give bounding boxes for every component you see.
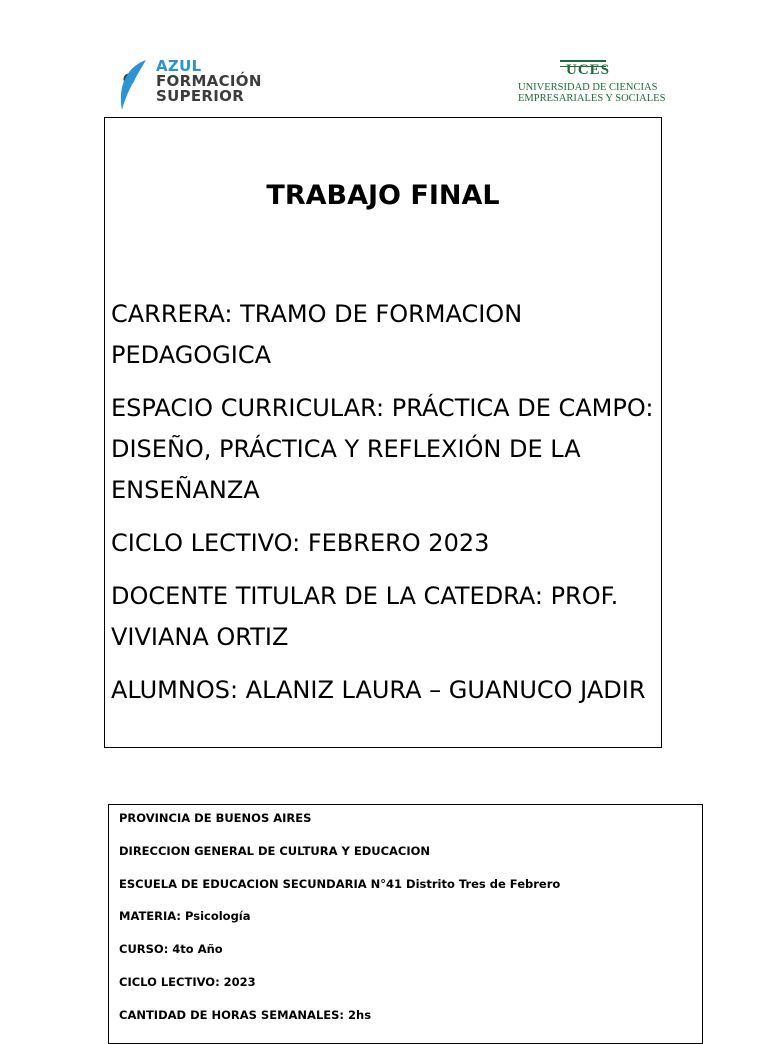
uces-logo bbox=[518, 60, 666, 106]
uces-line-1: UNIVERSIDAD DE CIENCIAS bbox=[518, 82, 658, 93]
cycle-line: CICLO LECTIVO: 2023 bbox=[119, 974, 256, 989]
teacher-line: DOCENTE TITULAR DE LA CATEDRA: PROF. VIVIANA ORTIZ bbox=[111, 582, 619, 651]
subject-line: MATERIA: Psicología bbox=[119, 909, 251, 924]
school-info-box bbox=[108, 804, 703, 1044]
school-year-line: CICLO LECTIVO: FEBRERO 2023 bbox=[111, 529, 490, 557]
school-line: ESCUELA DE EDUCACION SECUNDARIA N°41 Distrito Tres de Febrero bbox=[119, 876, 561, 891]
students-line: ALUMNOS: ALANIZ LAURA – GUANUCO JADIR bbox=[111, 676, 646, 704]
school-info-list bbox=[119, 811, 560, 1041]
province-line: PROVINCIA DE BUENOS AIRES bbox=[119, 811, 312, 825]
career-line: CARRERA: TRAMO DE FORMACION PEDAGOGICA bbox=[111, 300, 523, 369]
azul-formacion-logo bbox=[116, 57, 262, 112]
directorate-line: DIRECCION GENERAL DE CULTURA Y EDUCACION bbox=[119, 843, 431, 858]
course-line: CURSO: 4to Año bbox=[119, 942, 223, 957]
logo-formacion-text: FORMACIÓN bbox=[156, 72, 262, 90]
curricular-space-line: ESPACIO CURRICULAR: PRÁCTICA DE CAMPO: DISEÑO, PRÁCTICA Y REFLEXIÓN DE LA ENSEÑANZA bbox=[111, 394, 654, 504]
uces-name: UCES bbox=[565, 62, 610, 78]
azul-swoosh-icon bbox=[116, 58, 154, 112]
cover-details bbox=[111, 294, 659, 723]
weekly-hours-line: CANTIDAD DE HORAS SEMANALES: 2hs bbox=[119, 1007, 372, 1022]
uces-line-2: EMPRESARIALES Y SOCIALES bbox=[518, 93, 666, 104]
logo-superior-text: SUPERIOR bbox=[156, 87, 245, 105]
cover-box bbox=[104, 117, 662, 748]
logo-azul-text: AZUL bbox=[156, 57, 202, 75]
cover-title: TRABAJO FINAL bbox=[266, 180, 500, 211]
